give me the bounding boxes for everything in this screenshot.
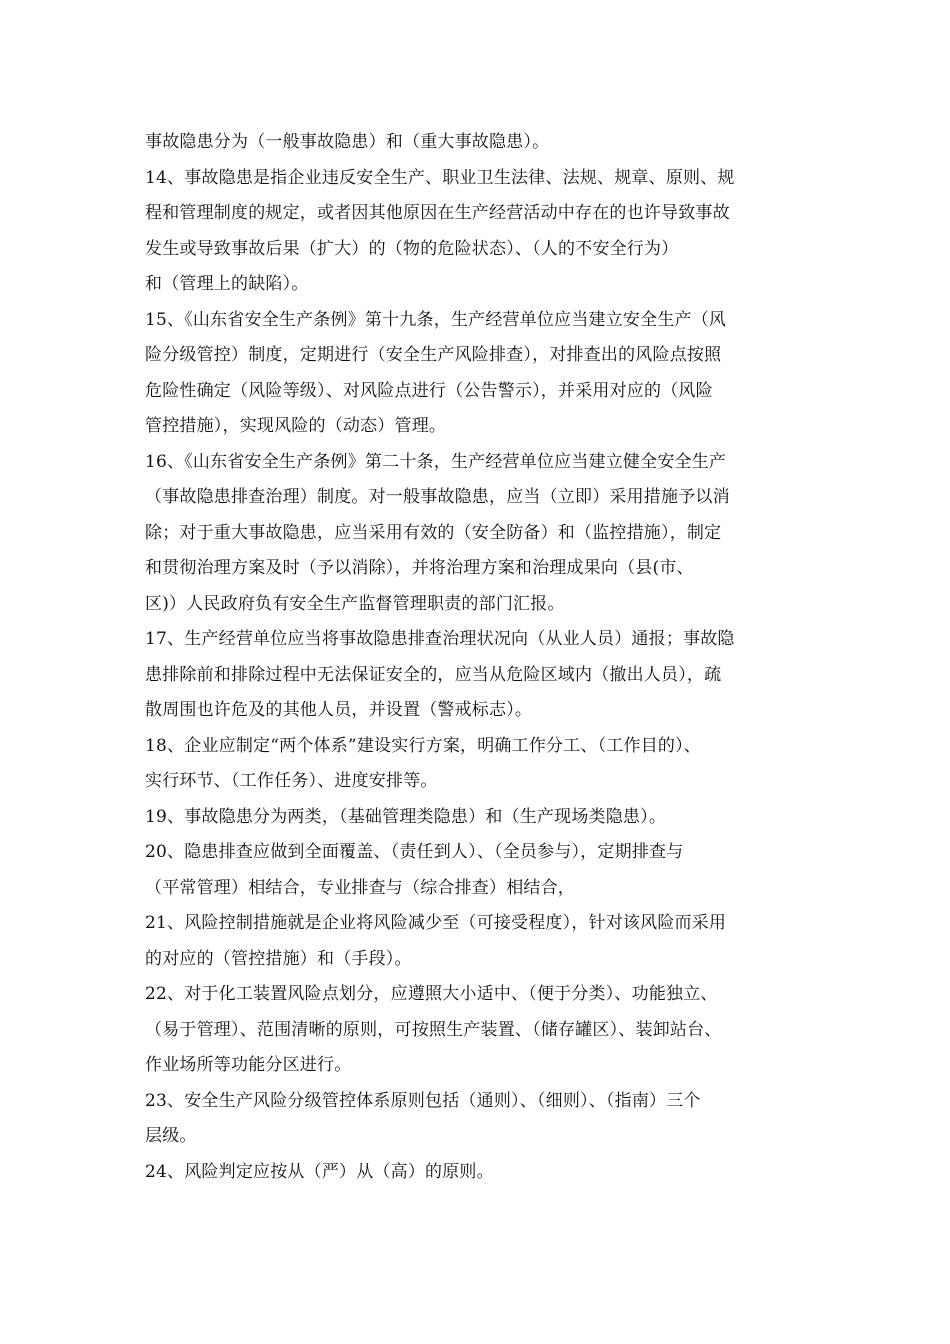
text-line: 的对应的（管控措施）和（手段）。 [145,948,412,969]
text-line: 层级。 [145,1126,197,1146]
text-line: 管控措施），实现风险的（动态）管理。 [145,416,447,436]
text-line: 患排除前和排除过程中无法保证安全的，应当从危险区域内（撤出人员），疏 [145,664,722,685]
text-line: 22、对于化工装置风险点划分，应遵照大小适中、（便于分类）、功能独立、 [145,984,718,1004]
text-line: 和（管理上的缺陷）。 [145,274,309,294]
text-line: 险分级管控）制度，定期进行（安全生产风险排查），对排查出的风险点按照 [145,345,722,365]
text-line: （平常管理）相结合，专业排查与（综合排查）相结合， [145,877,575,898]
text-line: 作业场所等功能分区进行。 [145,1055,352,1075]
text-line: 24、风险判定应按从（严）从（高）的原则。 [145,1161,494,1182]
text-line: 发生或导致事故后果（扩大）的（物的危险状态）、（人的不安全行为） [145,238,679,259]
text-line: 15、《山东省安全生产条例》第十九条，生产经营单位应当建立安全生产（风 [145,309,727,330]
text-line: 危险性确定（风险等级）、对风险点进行（公告警示），并采用对应的（风险 [145,380,713,401]
text-line: 和贯彻治理方案及时（予以消除），并将治理方案和治理成果向（县(市、 [145,558,694,578]
text-line: 事故隐患分为（一般事故隐患）和（重大事故隐患）。 [145,132,550,152]
text-line: 18、企业应制定“两个体系”建设实行方案，明确工作分工、（工作目的）、 [145,735,702,756]
text-line: 20、隐患排查应做到全面覆盖、（责任到人）、（全员参与），定期排查与 [145,842,684,862]
text-line: 实行环节、（工作任务）、进度安排等。 [145,771,438,791]
text-line: 14、事故隐患是指企业违反安全生产、职业卫生法律、法规、规章、原则、规 [145,167,735,188]
text-line: 21、风险控制措施就是企业将风险减少至（可接受程度），针对该风险而采用 [145,913,727,933]
text-line: （事故隐患排查治理）制度。对一般事故隐患，应当（立即）采用措施予以消 [145,487,730,507]
text-line: 19、事故隐患分为两类，（基础管理类隐患）和（生产现场类隐患）。 [145,806,667,827]
text-line: （易于管理）、范围清晰的原则，可按照生产装置、（储存罐区）、装卸站台、 [145,1019,722,1040]
text-line: 除；对于重大事故隐患，应当采用有效的（安全防备）和（监控措施），制定 [145,522,722,543]
text-line: 区)）人民政府负有安全生产监督管理职责的部门汇报。 [145,593,565,614]
text-line: 散周围也许危及的其他人员，并设置（警戒标志）。 [145,700,533,720]
text-line: 程和管理制度的规定，或者因其他原因在生产经营活动中存在的也许导致事故 [145,203,730,223]
text-line: 17、生产经营单位应当将事故隐患排查治理状况向（从业人员）通报；事故隐 [145,629,735,649]
text-line: 16、《山东省安全生产条例》第二十条，生产经营单位应当建立健全安全生产 [145,451,727,472]
text-line: 23、安全生产风险分级管控体系原则包括（通则）、（细则）、（指南）三个 [145,1090,701,1111]
document-page [145,125,825,1190]
